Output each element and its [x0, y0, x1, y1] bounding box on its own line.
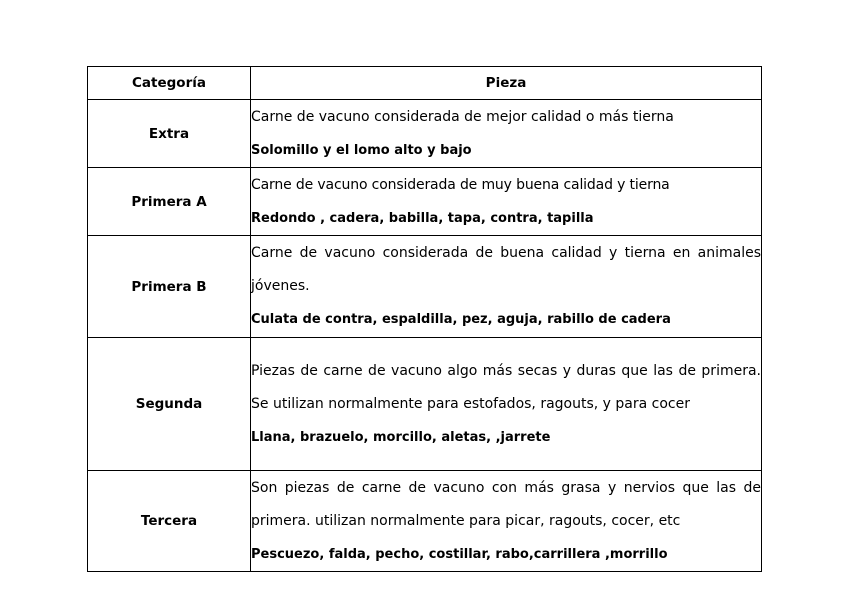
- table-header-row: [88, 67, 762, 100]
- header-category: Categoría: [88, 67, 251, 100]
- table-row: [88, 236, 762, 338]
- piece-parts: Llana, brazuelo, morcillo, aletas, ,jarrete: [251, 429, 551, 445]
- piece-parts: Solomillo y el lomo alto y bajo: [251, 142, 472, 158]
- piece-cell: [251, 100, 762, 168]
- piece-description: Carne de vacuno considerada de muy buena calidad y tierna: [251, 176, 670, 193]
- category-cell: Extra: [88, 100, 251, 168]
- category-cell: Segunda: [88, 338, 251, 471]
- piece-cell: [251, 168, 762, 236]
- piece-description: Son piezas de carne de vacuno con más grasa y nervios que las de primera. utilizan normalmente para picar, ragouts, cocer, etc: [251, 479, 761, 529]
- piece-description: Piezas de carne de vacuno algo más secas y duras que las de primera. Se utilizan normalmente para estofados, ragouts, y para cocer: [251, 362, 761, 412]
- category-cell: Primera A: [88, 168, 251, 236]
- table-row: [88, 100, 762, 168]
- category-cell: Primera B: [88, 236, 251, 338]
- piece-description: Carne de vacuno considerada de mejor calidad o más tierna: [251, 108, 674, 125]
- piece-parts: Culata de contra, espaldilla, pez, aguja, rabillo de cadera: [251, 312, 671, 327]
- table-row: [88, 338, 762, 471]
- piece-description: Carne de vacuno considerada de buena calidad y tierna en animales jóvenes.: [251, 245, 761, 294]
- category-cell: Tercera: [88, 471, 251, 572]
- piece-cell: [251, 471, 762, 572]
- table-row: [88, 168, 762, 236]
- piece-cell: [251, 338, 762, 471]
- piece-cell: [251, 236, 762, 338]
- header-piece: Pieza: [251, 67, 762, 100]
- table-row: [88, 471, 762, 572]
- piece-parts: Redondo , cadera, babilla, tapa, contra, tapilla: [251, 210, 594, 226]
- meat-category-table: [87, 66, 762, 572]
- piece-parts: Pescuezo, falda, pecho, costillar, rabo,carrillera ,morrillo: [251, 546, 668, 562]
